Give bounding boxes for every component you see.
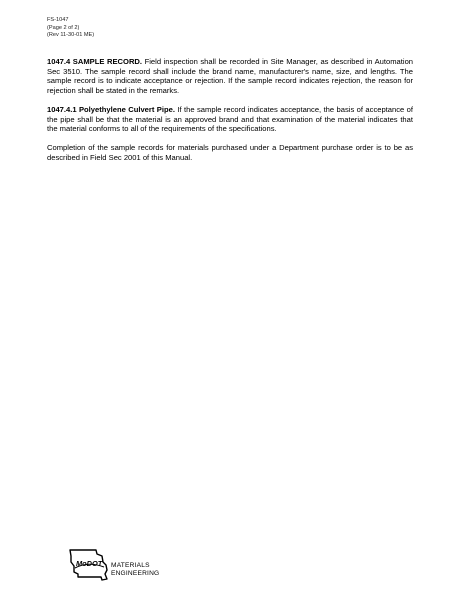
section-sample-record [47,57,413,96]
section-polyethylene-culvert-pipe [47,105,413,134]
document-body [47,57,413,171]
revision-info: (Rev 11-30-01 ME) [47,32,95,39]
modot-logo [66,546,116,584]
document-header [47,17,94,40]
department-line-2: ENGINEERING [111,570,160,578]
section-completion-note [47,143,413,162]
logo-text: MoDOT [76,559,103,568]
section-text: Field inspection shall be recorded in Site Manager, as described in Automation Sec 3510. The sample record shall include the brand name, manufacturer's name, size, and lengths. The sample record is to indicate acceptance or rejection. If the sample record indicates rejection, the reason for rejection shall be stated in the remarks. [47,57,414,96]
section-text: Completion of the sample records for materials purchased under a Department purchase order is to be as described in Field Sec 2001 of this Manual. [47,142,413,162]
department-line-1: MATERIALS [111,562,150,569]
section-heading: 1047.4 SAMPLE RECORD. [47,57,143,66]
page-info: (Page 2 of 2) [47,24,80,31]
form-id: FS-1047 [47,17,69,23]
department-label [111,562,159,578]
section-heading: 1047.4.1 Polyethylene Culvert Pipe. [47,104,175,114]
section-text: If the sample record indicates acceptance, the basis of acceptance of the pipe shall be that the material is an approved brand and that examination of the material indicates that the material conforms to all of the requirements of the specifications. [47,104,414,134]
